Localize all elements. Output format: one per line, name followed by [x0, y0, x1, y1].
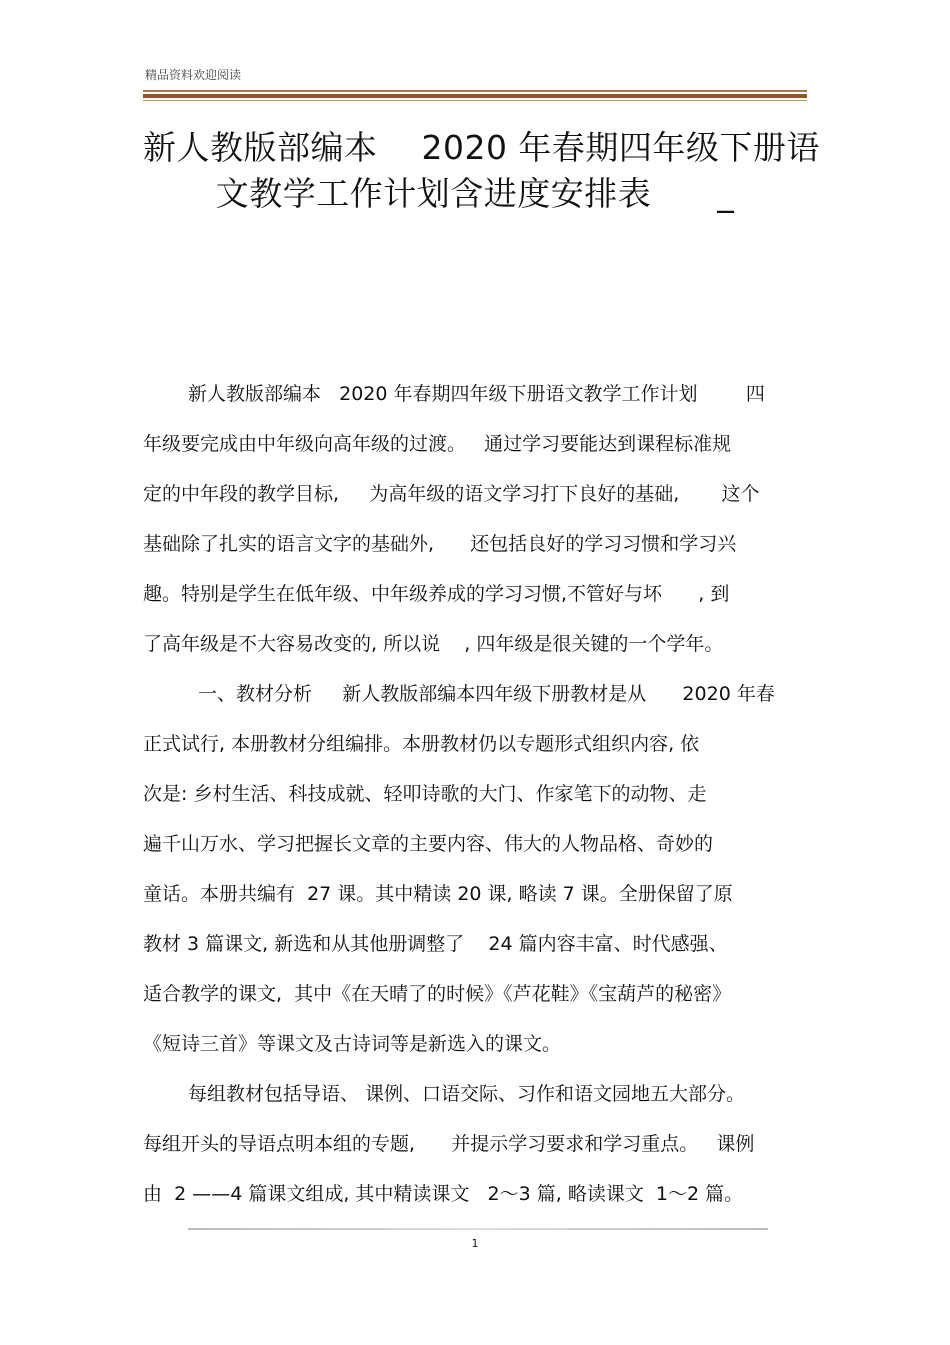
header-divider-top — [143, 90, 807, 92]
title-line-2: 文教学工作计划含进度安排表 _ — [215, 174, 735, 213]
page-number: 1 — [471, 1237, 479, 1250]
body-line: 次是: 乡村生活、科技成就、轻叩诗歌的大门、作家笔下的动物、走 — [143, 783, 707, 805]
body-line: 了高年级是不大容易改变的, 所以说 , 四年级是很关键的一个学年。 — [143, 633, 724, 655]
body-line: 童话。本册共编有 27 课。其中精读 20 课, 略读 7 课。全册保留了原 — [143, 883, 733, 905]
body-line: 新人教版部编本 2020 年春期四年级下册语文教学工作计划 四 — [188, 383, 765, 405]
header-divider-thick — [143, 94, 807, 98]
body-line: 《短诗三首》等课文及古诗词等是新选入的课文。 — [143, 1033, 562, 1055]
body-line: 遍千山万水、学习把握长文章的主要内容、伟大的人物品格、奇妙的 — [143, 833, 714, 855]
body-line: 教材 3 篇课文, 新选和从其他册调整了 24 篇内容丰富、时代感强、 — [143, 933, 728, 955]
body-line: 由 2 ——4 篇课文组成, 其中精读课文 2～3 篇, 略读课文 1～2 篇。 — [143, 1183, 744, 1205]
title-line-1: 新人教版部编本 2020 年春期四年级下册语 — [143, 128, 820, 167]
footer-divider — [188, 1228, 768, 1230]
body-line: 年级要完成由中年级向高年级的过渡。 通过学习要能达到课程标准规 — [143, 433, 732, 455]
header-divider-bottom — [143, 100, 807, 101]
body-line: 定的中年段的教学目标, 为高年级的语文学习打下良好的基础, 这个 — [143, 483, 760, 505]
body-line: 适合教学的课文, 其中《在天晴了的时候》《芦花鞋》《宝葫芦的秘密》 — [143, 983, 732, 1005]
body-line: 一、教材分析 新人教版部编本四年级下册教材是从 2020 年春 — [198, 683, 775, 705]
document-title — [143, 125, 820, 217]
body-line: 基础除了扎实的语言文字的基础外, 还包括良好的学习习惯和学习兴 — [143, 533, 737, 555]
header-text: 精品资料欢迎阅读 — [145, 68, 242, 82]
body-line: 正式试行, 本册教材分组编排。本册教材仍以专题形式组织内容, 依 — [143, 733, 700, 755]
body-line: 趣。特别是学生在低年级、中年级养成的学习习惯,不管好与坏 , 到 — [143, 583, 730, 605]
body-line: 每组开头的导语点明本组的专题, 并提示学习要求和学习重点。 课例 — [143, 1133, 755, 1155]
body-line: 每组教材包括导语、 课例、口语交际、习作和语文园地五大部分。 — [188, 1083, 746, 1105]
